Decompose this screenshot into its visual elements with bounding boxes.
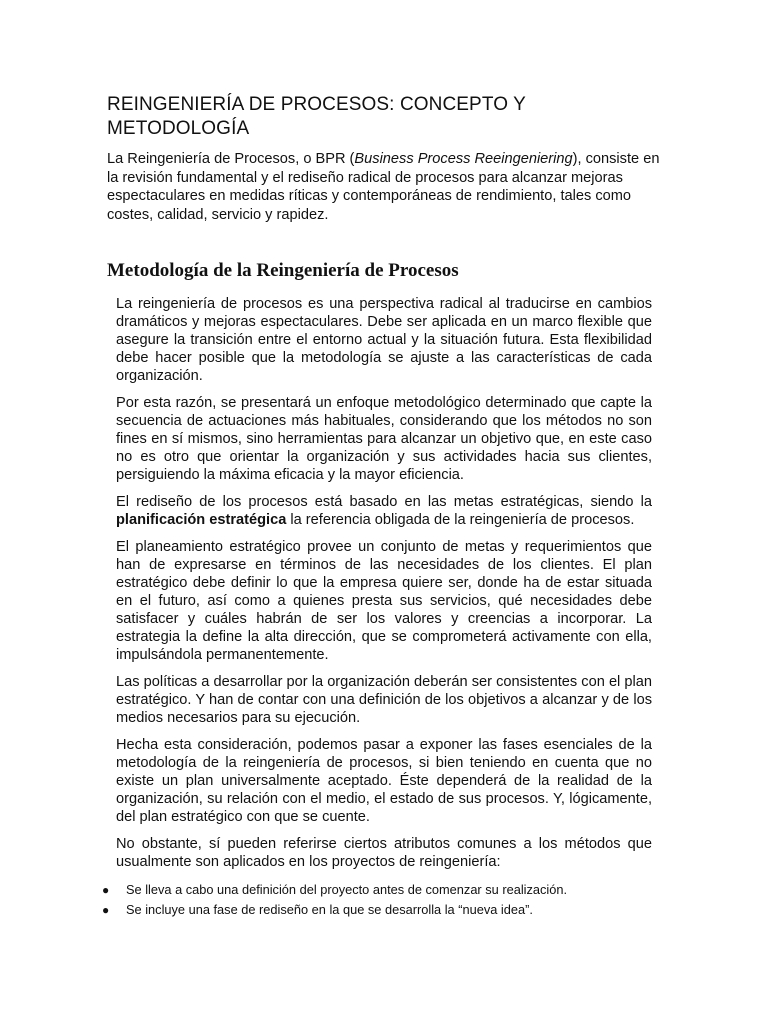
body-paragraph-with-bold	[116, 493, 652, 529]
list-item	[102, 880, 652, 900]
section-body	[102, 295, 652, 920]
intro-text-start: La Reingeniería de Procesos, o BPR (	[107, 151, 355, 167]
intro-italic-term: Business Process Reeingeniering	[354, 151, 573, 167]
intro-paragraph	[107, 150, 663, 224]
body-text-end: la referencia obligada de la reingeniería de procesos.	[286, 512, 635, 528]
body-paragraph: No obstante, sí pueden referirse ciertos atributos comunes a los métodos que usualmente son aplicados en los proyectos de reingeniería:	[116, 836, 652, 870]
body-text-start: El rediseño de los procesos está basado en las metas estratégicas, siendo la	[116, 494, 652, 510]
body-paragraph: Las políticas a desarrollar por la organización deberán ser consistentes con el plan estratégico. Y han de contar con una definición de los objetivos a alcanzar y de los medios necesarios para su ejecución.	[116, 674, 652, 726]
body-paragraph: La reingeniería de procesos es una perspectiva radical al traducirse en cambios dramáticos y mejoras espectaculares. Debe ser aplicada en un marco flexible que asegure la transición entre el entorno actual y la situación futura. Esta flexibilidad debe hacer posible que la metodología se ajuste a las características de cada organización.	[116, 296, 652, 384]
body-paragraph: Por esta razón, se presentará un enfoque metodológico determinado que capte la secuencia de actuaciones más habituales, considerando que los métodos no son fines en sí mismos, sino herramientas para alcanzar un objetivo que, en este caso no es otro que orientar la organización y sus actividades hacia sus clientes, persiguiendo la máxima eficacia y la mayor eficiencia.	[116, 395, 652, 483]
list-item-text: Se lleva a cabo una definición del proyecto antes de comenzar su realización.	[126, 882, 568, 897]
intro-text-end: ), consiste en la revisión fundamental y el rediseño radical de procesos para alcanzar mejoras espectaculares en medidas ríticas y contemporáneas de rendimiento, tales como costes, calidad, servicio y rapidez.	[107, 151, 660, 223]
document-title: REINGENIERÍA DE PROCESOS: CONCEPTO Y METODOLOGÍA	[107, 94, 526, 139]
body-paragraph: Hecha esta consideración, podemos pasar a exponer las fases esenciales de la metodología de la reingeniería de procesos, si bien teniendo en cuenta que no existe un plan universalmente aceptado. Éste dependerá de la realidad de la organización, su relación con el medio, el estado de sus procesos. Y, lógicamente, del plan estratégico con que se cuente.	[116, 737, 652, 825]
bullet-icon: ●	[102, 883, 110, 897]
attribute-list	[102, 880, 652, 920]
bullet-icon: ●	[102, 903, 110, 917]
body-paragraph: El planeamiento estratégico provee un conjunto de metas y requerimientos que han de expresarse en términos de las necesidades de los clientes. El plan estratégico debe definir lo que la empresa quiere ser, donde ha de estar situada en el futuro, así como a quienes presta sus servicios, qué necesidades debe satisfacer y cuáles habrán de ser los valores y creencias a incorporar. La estrategia la define la alta dirección, que se comprometerá activamente con ella, impulsándola permanentemente.	[116, 539, 652, 663]
bold-term: planificación estratégica	[116, 512, 287, 528]
section-heading: Metodología de la Reingeniería de Procesos	[107, 260, 459, 281]
list-item	[102, 900, 652, 920]
list-item-text: Se incluye una fase de rediseño en la que se desarrolla la “nueva idea”.	[126, 902, 533, 917]
